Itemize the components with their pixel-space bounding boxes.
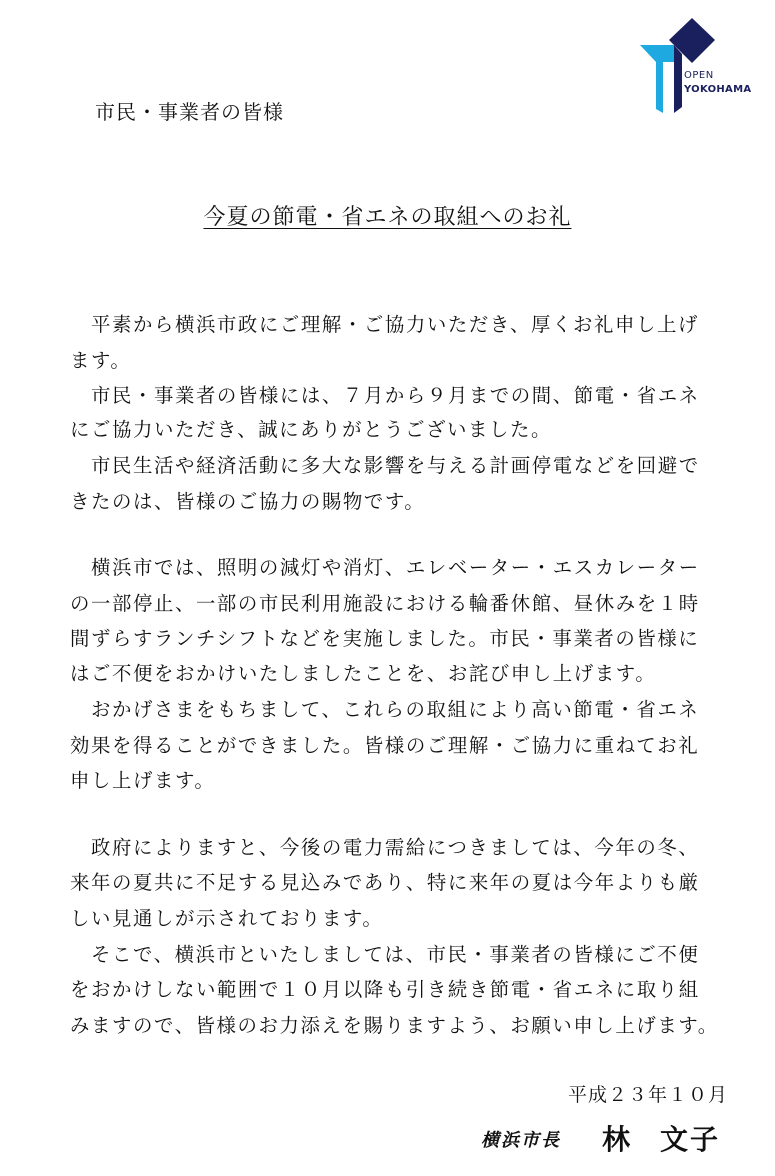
body-line: の一部停止、一部の市民利用施設における輪番休館、昼休みを１時	[70, 592, 700, 615]
addressee: 市民・事業者の皆様	[95, 100, 284, 124]
signatory-title: 横浜市長	[481, 1130, 561, 1151]
body-line: 市民・事業者の皆様には、７月から９月までの間、節電・省エネ	[70, 384, 700, 407]
body-line: 横浜市では、照明の減灯や消灯、エレベーター・エスカレーター	[70, 556, 700, 579]
signatory-name	[602, 1118, 720, 1158]
body-line: 平素から横浜市政にご理解・ご協力いただき、厚くお礼申し上げ	[70, 313, 699, 336]
body-line: おかげさまをもちまして、これらの取組により高い節電・省エネ	[70, 698, 700, 721]
body-line: 間ずらすランチシフトなどを実施しました。市民・事業者の皆様に	[70, 627, 700, 650]
body-line: 申し上げます。	[70, 769, 216, 792]
body-line: そこで、横浜市といたしましては、市民・事業者の皆様にご不便	[70, 943, 700, 966]
body-line: しい見通しが示されております。	[70, 907, 384, 930]
body-line: をおかけしない範囲で１０月以降も引き続き節電・省エネに取り組	[70, 978, 700, 1001]
signatory-surname: 林	[602, 1123, 633, 1156]
body-line: 市民生活や経済活動に多大な影響を与える計画停電などを回避で	[70, 454, 700, 477]
date: 平成２３年１０月	[568, 1084, 729, 1106]
body-line: はご不便をおかけいたしましたことを、お詫び申し上げます。	[70, 662, 657, 685]
open-yokohama-logo-mark	[636, 18, 756, 113]
body-line: にご協力いただき、誠にありがとうございました。	[70, 418, 553, 441]
body-line: 来年の夏共に不足する見込みであり、特に来年の夏は今年よりも厳	[70, 871, 700, 894]
signatory-given-name: 文子	[660, 1123, 721, 1156]
body-line: ます。	[70, 349, 132, 372]
document-title-text: 今夏の節電・省エネの取組へのお礼	[203, 205, 572, 230]
open-yokohama-logo	[636, 18, 756, 113]
logo-text-open: OPEN	[684, 70, 714, 81]
body-line: 政府によりますと、今後の電力需給につきましては、今年の冬、	[70, 836, 700, 859]
body-line: みますので、皆様のお力添えを賜りますよう、お願い申し上げます。	[70, 1014, 719, 1037]
body-line: きたのは、皆様のご協力の賜物です。	[70, 490, 426, 513]
document-title	[0, 200, 775, 231]
logo-text-yokohama: YOKOHAMA	[684, 84, 752, 95]
body-line: 効果を得ることができました。皆様のご理解・ご協力に重ねてお礼	[70, 734, 700, 757]
